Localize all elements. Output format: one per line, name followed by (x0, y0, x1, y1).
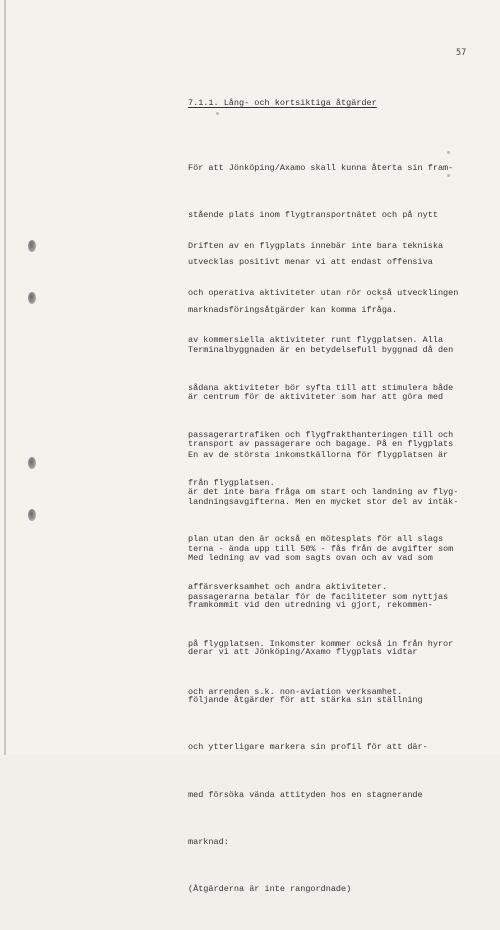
text-line: passagerarna betalar för de faciliteter som nyttjas (188, 591, 449, 602)
section-heading: 7.1.1. Lång- och kortsiktiga åtgärder (188, 98, 377, 108)
text-line: En av de största inkomstkällorna för flygplatsen är (188, 449, 449, 460)
text-line: Med ledning av vad som sagts ovan och av vad som (188, 552, 433, 563)
text-line: med försöka vända attityden hos en stagnerande (188, 789, 423, 800)
text-line: marknad: (188, 836, 229, 847)
text-line: från flygplatsen. (188, 477, 275, 488)
text-line: plan utan den är också en mötesplats för all slags (188, 534, 444, 545)
text-line: (Åtgärderna är inte rangordnade) (188, 884, 352, 895)
text-line: sådana aktiviteter bör syfta till att stimulera både (188, 382, 454, 393)
page-edge (4, 0, 6, 755)
text-line: är det inte bara fråga om start och landning av flyg- (188, 486, 459, 497)
text-line: marknadsföringsåtgärder kan komma ifråga. (188, 304, 398, 315)
text-line: av kommersiella aktiviteter runt flygplatsen. Alla (188, 335, 444, 346)
text-line: landningsavgifterna. Men en mycket stor del av intäk- (188, 496, 459, 507)
text-line: terna - ända upp till 50% - fås från de avgifter som (188, 544, 454, 555)
page-number: 57 (456, 48, 467, 58)
text-line: och arrenden s.k. non-aviation verksamhet. (188, 686, 403, 697)
paragraph-5 (188, 519, 478, 930)
punch-hole (28, 457, 36, 469)
punch-hole (28, 292, 36, 304)
text-line: och ytterligare markera sin profil för att där- (188, 742, 428, 753)
text-line: affärsverksamhet och andra aktiviteter. (188, 581, 387, 592)
text-line: stående plats inom flygtransportnätet och på nytt (188, 209, 438, 220)
punch-hole (28, 509, 36, 521)
text-line: följande åtgärder för att stärka sin ställning (188, 694, 423, 705)
text-line: För att Jönköping/Axamo skall kunna återta sin fram- (188, 162, 454, 173)
punch-hole (28, 240, 36, 252)
text-line: transport av passagerare och bagage. På en flygplats (188, 439, 454, 450)
text-line: Driften av en flygplats innebär inte bara tekniska (188, 240, 444, 251)
text-line: Terminalbyggnaden är en betydelsefull byggnad då den (188, 344, 454, 355)
text-line: derar vi att Jönköping/Axamo flygplats vidtar (188, 647, 418, 658)
text-line: utvecklas positivt menar vi att endast offensiva (188, 257, 433, 268)
text-line: på flygplatsen. Inkomster kommer också in från hyror (188, 639, 454, 650)
paper-speck (216, 112, 219, 115)
text-line: är centrum för de aktiviteter som har att göra med (188, 391, 444, 402)
text-line: och operativa aktiviteter utan rör också utvecklingen (188, 287, 459, 298)
text-line: passagerartrafiken och flygfrakthanteringen till och (188, 430, 454, 441)
text-line: framkommit vid den utredning vi gjort, rekommen- (188, 599, 433, 610)
